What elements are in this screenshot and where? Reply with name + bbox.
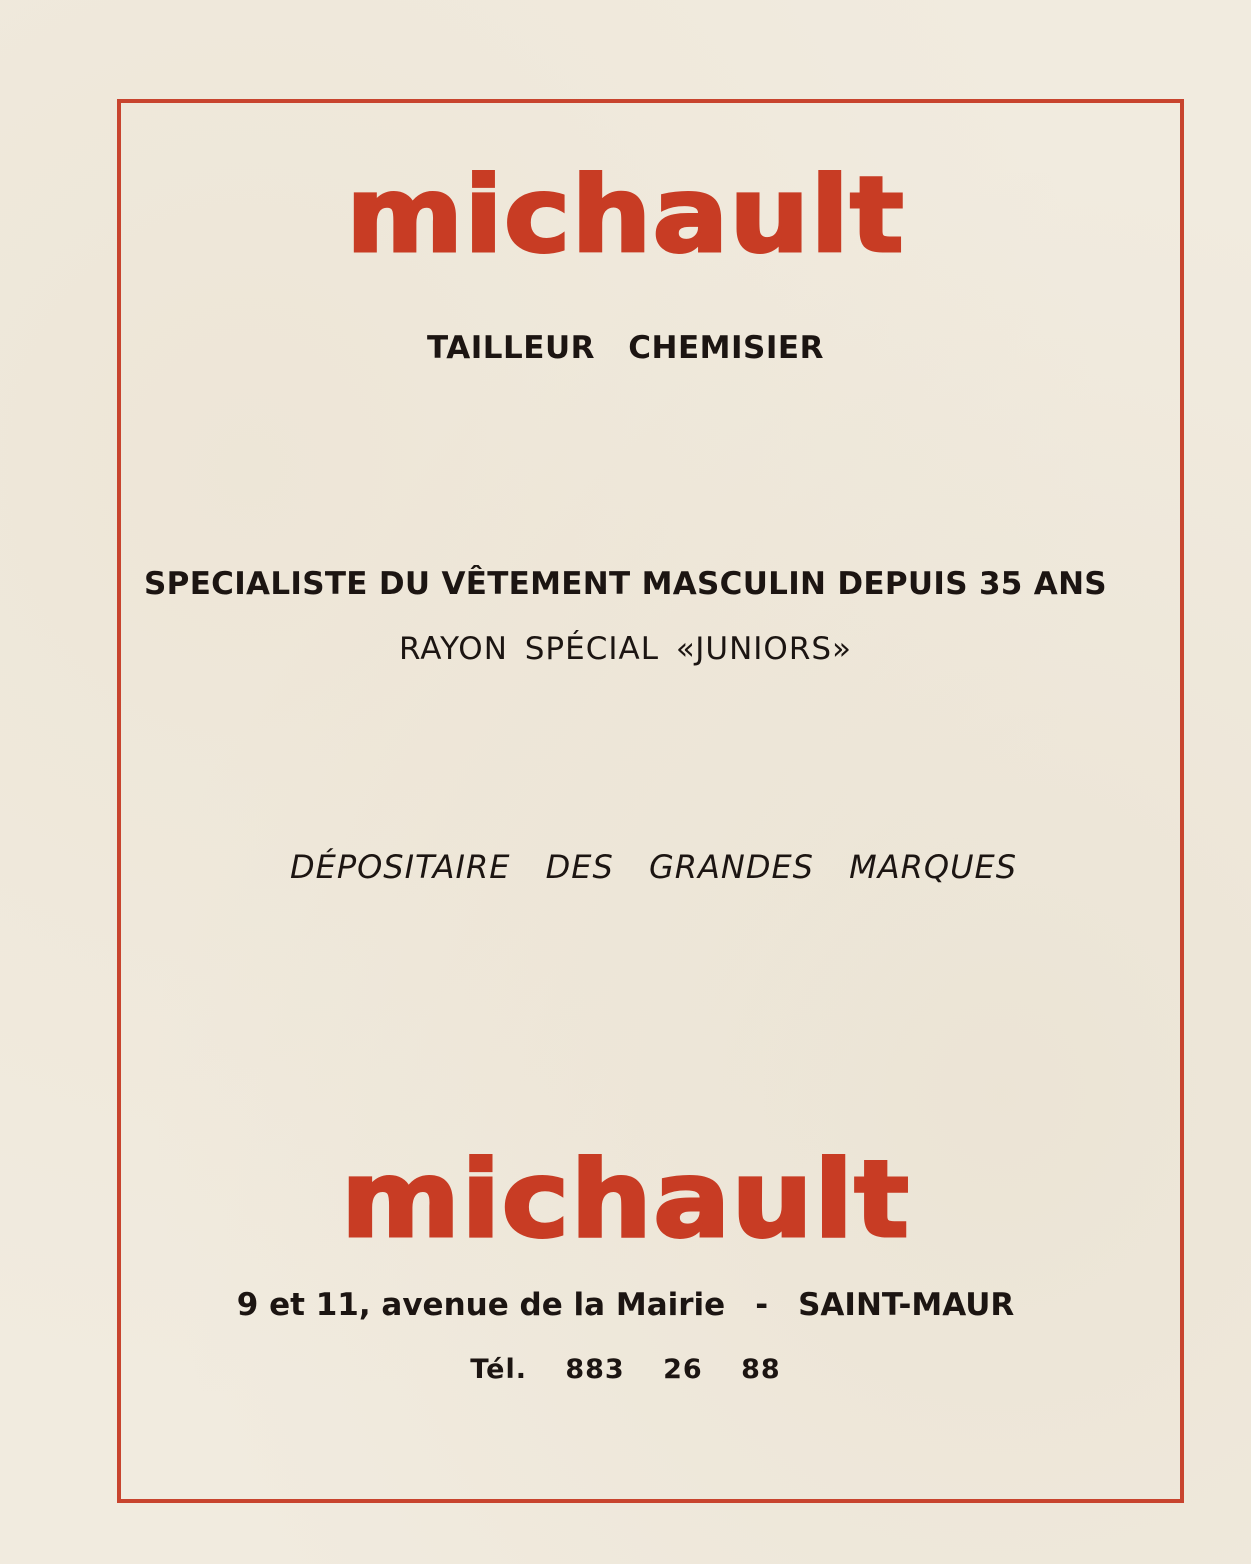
brand-logo-top: michault [346,154,905,276]
phone-number [0,1354,1251,1385]
business-subtitle: TAILLEUR CHEMISIER [427,330,824,366]
address-city: SAINT-MAUR [798,1287,1015,1323]
juniors-department-line: RAYON SPÉCIAL «JUNIORS» [398,631,852,667]
phone-label: Tél. [470,1354,527,1385]
phone-part: 26 [663,1354,703,1385]
specialist-headline: SPECIALISTE DU VÊTEMENT MASCULIN DEPUIS 35 ANS [144,566,1107,602]
address-street: 9 et 11, avenue de la Mairie [236,1287,726,1323]
phone-part: 883 [565,1354,625,1385]
brands-dealer-line: DÉPOSITAIRE DES GRANDES MARQUES [289,848,1018,886]
phone-part: 88 [741,1354,781,1385]
brand-logo-bottom: michault [340,1138,911,1261]
address-separator: - [755,1287,769,1323]
store-address [0,1287,1251,1323]
